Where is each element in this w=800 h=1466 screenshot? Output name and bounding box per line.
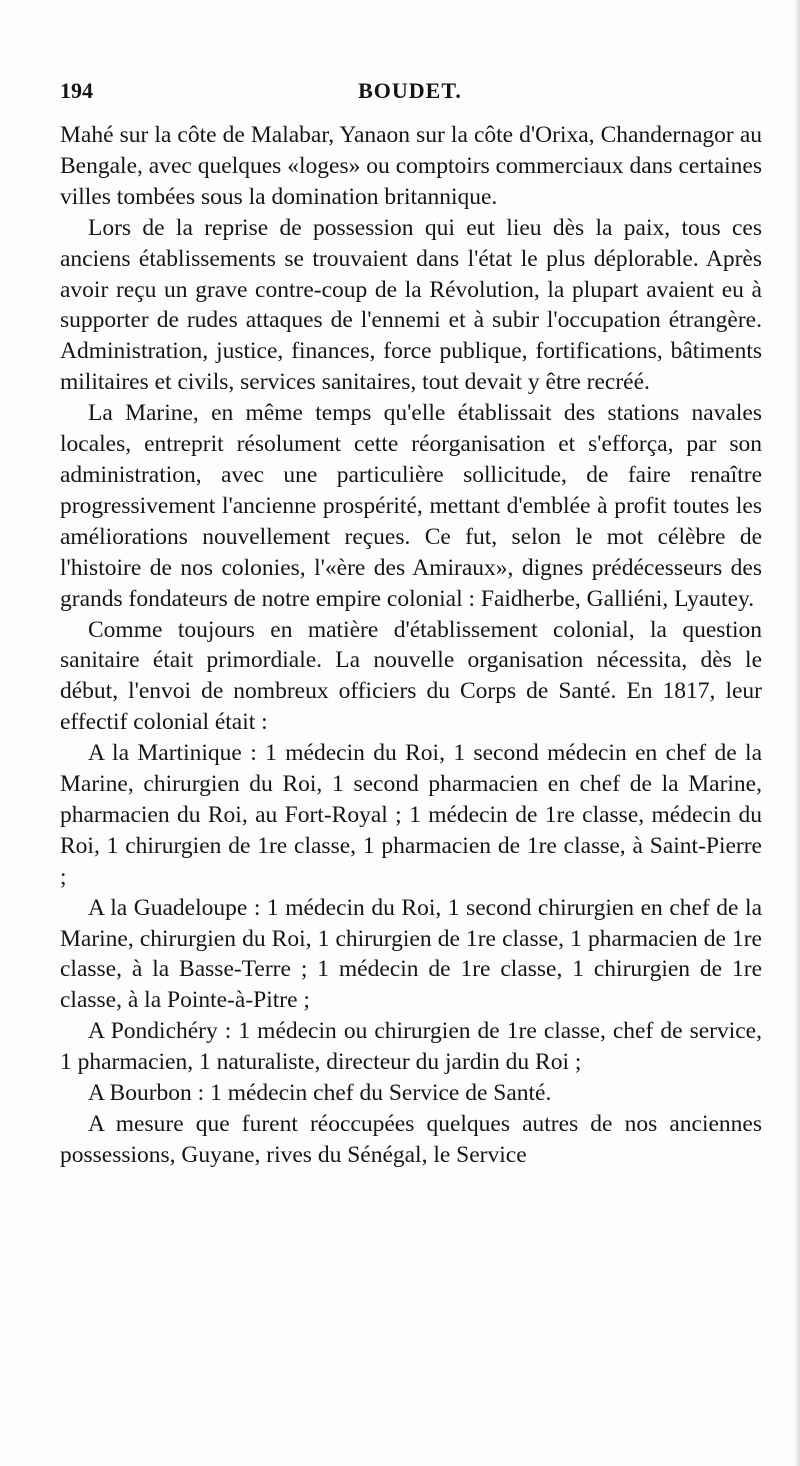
page-edge-shadow	[794, 0, 800, 1466]
paragraph-continued: Mahé sur la côte de Malabar, Yanaon sur la côte d'Orixa, Chandernagor au Bengale, avec quelques «loges» ou comptoirs commerciaux dans certaines villes tombées sous la domination britannique.	[60, 122, 762, 210]
paragraph-pondichery: A Pondichéry : 1 médecin ou chirurgien de 1re classe, chef de service, 1 pharmacien, 1 naturaliste, directeur du jardin du Roi ;	[60, 1018, 762, 1076]
page-number: 194	[60, 78, 93, 103]
paragraph-bourbon: A Bourbon : 1 médecin chef du Service de Santé.	[88, 1080, 552, 1107]
running-head	[60, 78, 760, 108]
paragraph-martinique: A la Martinique : 1 médecin du Roi, 1 second médecin en chef de la Marine, chirurgien du Roi, 1 second pharmacien en chef de la Marine, pharmacien du Roi, au Fort-Royal ; 1 médecin de 1re classe, médecin du Roi, 1 chirurgien de 1re classe, 1 pharmacien de 1re classe, à Saint-Pierre ;	[60, 740, 762, 890]
running-title: BOUDET.	[358, 78, 462, 103]
paragraph-a-mesure: A mesure que furent réoccupées quelques autres de nos anciennes possessions, Guyane, rives du Sénégal, le Service	[60, 1111, 762, 1168]
paragraph-question-sanitaire: Comme toujours en matière d'établissement colonial, la question sanitaire était primordiale. La nouvelle organisation nécessita, dès le début, l'envoi de nombreux officiers du Corps de Santé. En 1817, leur effectif colonial était :	[60, 616, 762, 736]
paragraph-reprise: Lors de la reprise de possession qui eut lieu dès la paix, tous ces anciens établissements se trouvaient dans l'état le plus déplorable. Après avoir reçu un grave contre-coup de la Révolution, la plupart avaient eu à supporter de rudes attaques de l'ennemi et à subir l'occupation étrangère. Administration, justice, finances, force publique, fortifications, bâtiments militaires et civils, services sanitaires, tout devait y être recréé.	[60, 214, 762, 396]
paragraph-marine: La Marine, en même temps qu'elle établissait des stations navales locales, entreprit résolument cette réorganisation et s'efforça, par son administration, avec une particulière sollicitude, de faire renaître progressivement l'ancienne prospérité, mettant d'emblée à profit toutes les améliorations nouvellement reçues. Ce fut, selon le mot célèbre de l'histoire de nos colonies, l'«ère des Amiraux», dignes prédécesseurs des grands fondateurs de notre empire colonial : Faidherbe, Galliéni, Lyautey.	[60, 400, 762, 612]
paragraph-guadeloupe: A la Guadeloupe : 1 médecin du Roi, 1 second chirurgien en chef de la Marine, chirurgien du Roi, 1 chirurgien de 1re classe, 1 pharmacien de 1re classe, à la Basse-Terre ; 1 médecin de 1re classe, 1 chirurgien de 1re classe, à la Pointe-à-Pitre ;	[60, 894, 762, 1014]
body-text	[60, 120, 762, 1171]
